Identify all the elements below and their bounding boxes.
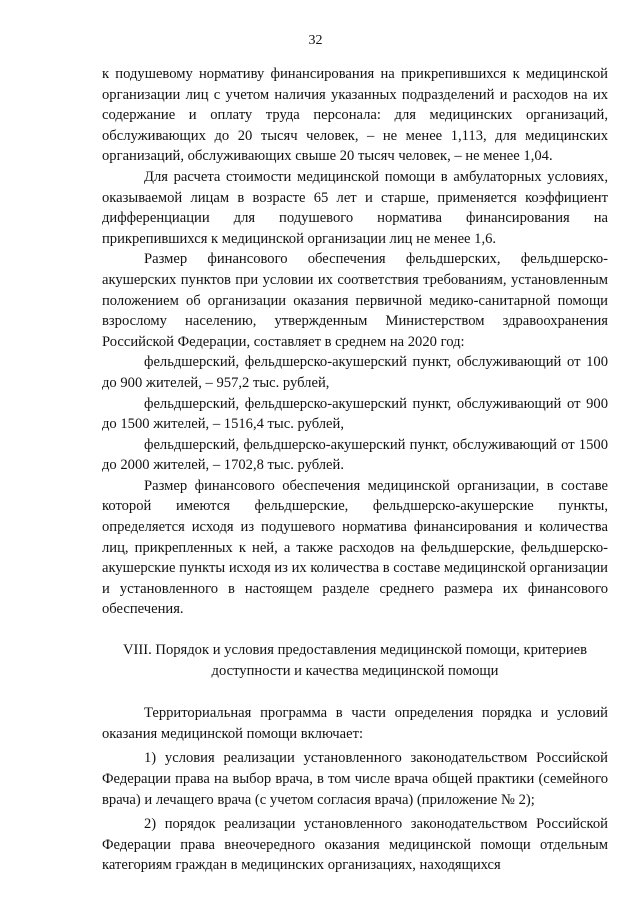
- section-heading: [102, 640, 608, 681]
- paragraph-fap-900-1500: фельдшерский, фельдшерско-акушерский пункт, обслуживающий от 900 до 1500 жителей, – 1516,4 тыс. рублей,: [102, 395, 608, 433]
- paragraph-continuation: к подушевому нормативу финансирования на прикрепившихся к медицинской организации лиц с учетом наличия указанных подразделений и расходов на их содержание и оплату труда персонала: для медицинских организаций, обслуживающих до 20 тысяч человек, – не менее 1,113, для медицинских организаций, обслуживающих свыше 20 тысяч человек, – не менее 1,04.: [102, 66, 608, 165]
- paragraph-fap-100-900: фельдшерский, фельдшерско-акушерский пункт, обслуживающий от 100 до 900 жителей, – 957,2 тыс. рублей,: [102, 354, 608, 391]
- list-item-1: 1) условия реализации установленного законодательством Российской Федерации права на выбор врача, в том числе врача общей практики (семейного врача) и лечащего врача (с учетом согласия врача) (приложение № 2);: [102, 750, 608, 808]
- paragraph-program-includes: Территориальная программа в части определения порядка и условий оказания медицинской помощи включает:: [102, 705, 608, 742]
- paragraph-age-coefficient: Для расчета стоимости медицинской помощи в амбулаторных условиях, оказываемой лицам в возрасте 65 лет и старше, применяется коэффициент дифференциации для подушевого норматива финансирования на прикрепившихся к медицинской организации лиц не менее 1,6.: [102, 168, 608, 247]
- section-heading-line-2: доступности и качества медицинской помощи: [211, 662, 499, 679]
- paragraph-organization-funding: Размер финансового обеспечения медицинской организации, в составе которой имеются фельдшерские, фельдшерско-акушерские пункты, определяется исходя из подушевого норматива финансирования и количества лиц, прикрепленных к ней, а также расходов на фельдшерские, фельдшерско-акушерские пункты исходя из их количества в составе медицинской организации и установленного в настоящем разделе среднего размера их финансового обеспечения.: [102, 477, 608, 618]
- paragraph-fap-1500-2000: фельдшерский, фельдшерско-акушерский пункт, обслуживающий от 1500 до 2000 жителей, – 1702,8 тыс. рублей.: [102, 436, 608, 474]
- section-heading-line-1: VIII. Порядок и условия предоставления медицинской помощи, критериев: [122, 642, 588, 659]
- paragraph-fap-funding: Размер финансового обеспечения фельдшерских, фельдшерско-акушерских пунктов при условии их соответствия требованиям, установленным положением об организации оказания первичной медико-санитарной помощи взрослому населению, утвержденным Министерством здравоохранения Российской Федерации, составляет в среднем на 2020 год:: [102, 251, 608, 350]
- document-body: [102, 64, 608, 876]
- list-item-2: 2) порядок реализации установленного законодательством Российской Федерации права внеочередного оказания медицинской помощи отдельным категориям граждан в медицинских организациях, находящихся: [102, 816, 608, 874]
- page-number: 32: [308, 33, 323, 48]
